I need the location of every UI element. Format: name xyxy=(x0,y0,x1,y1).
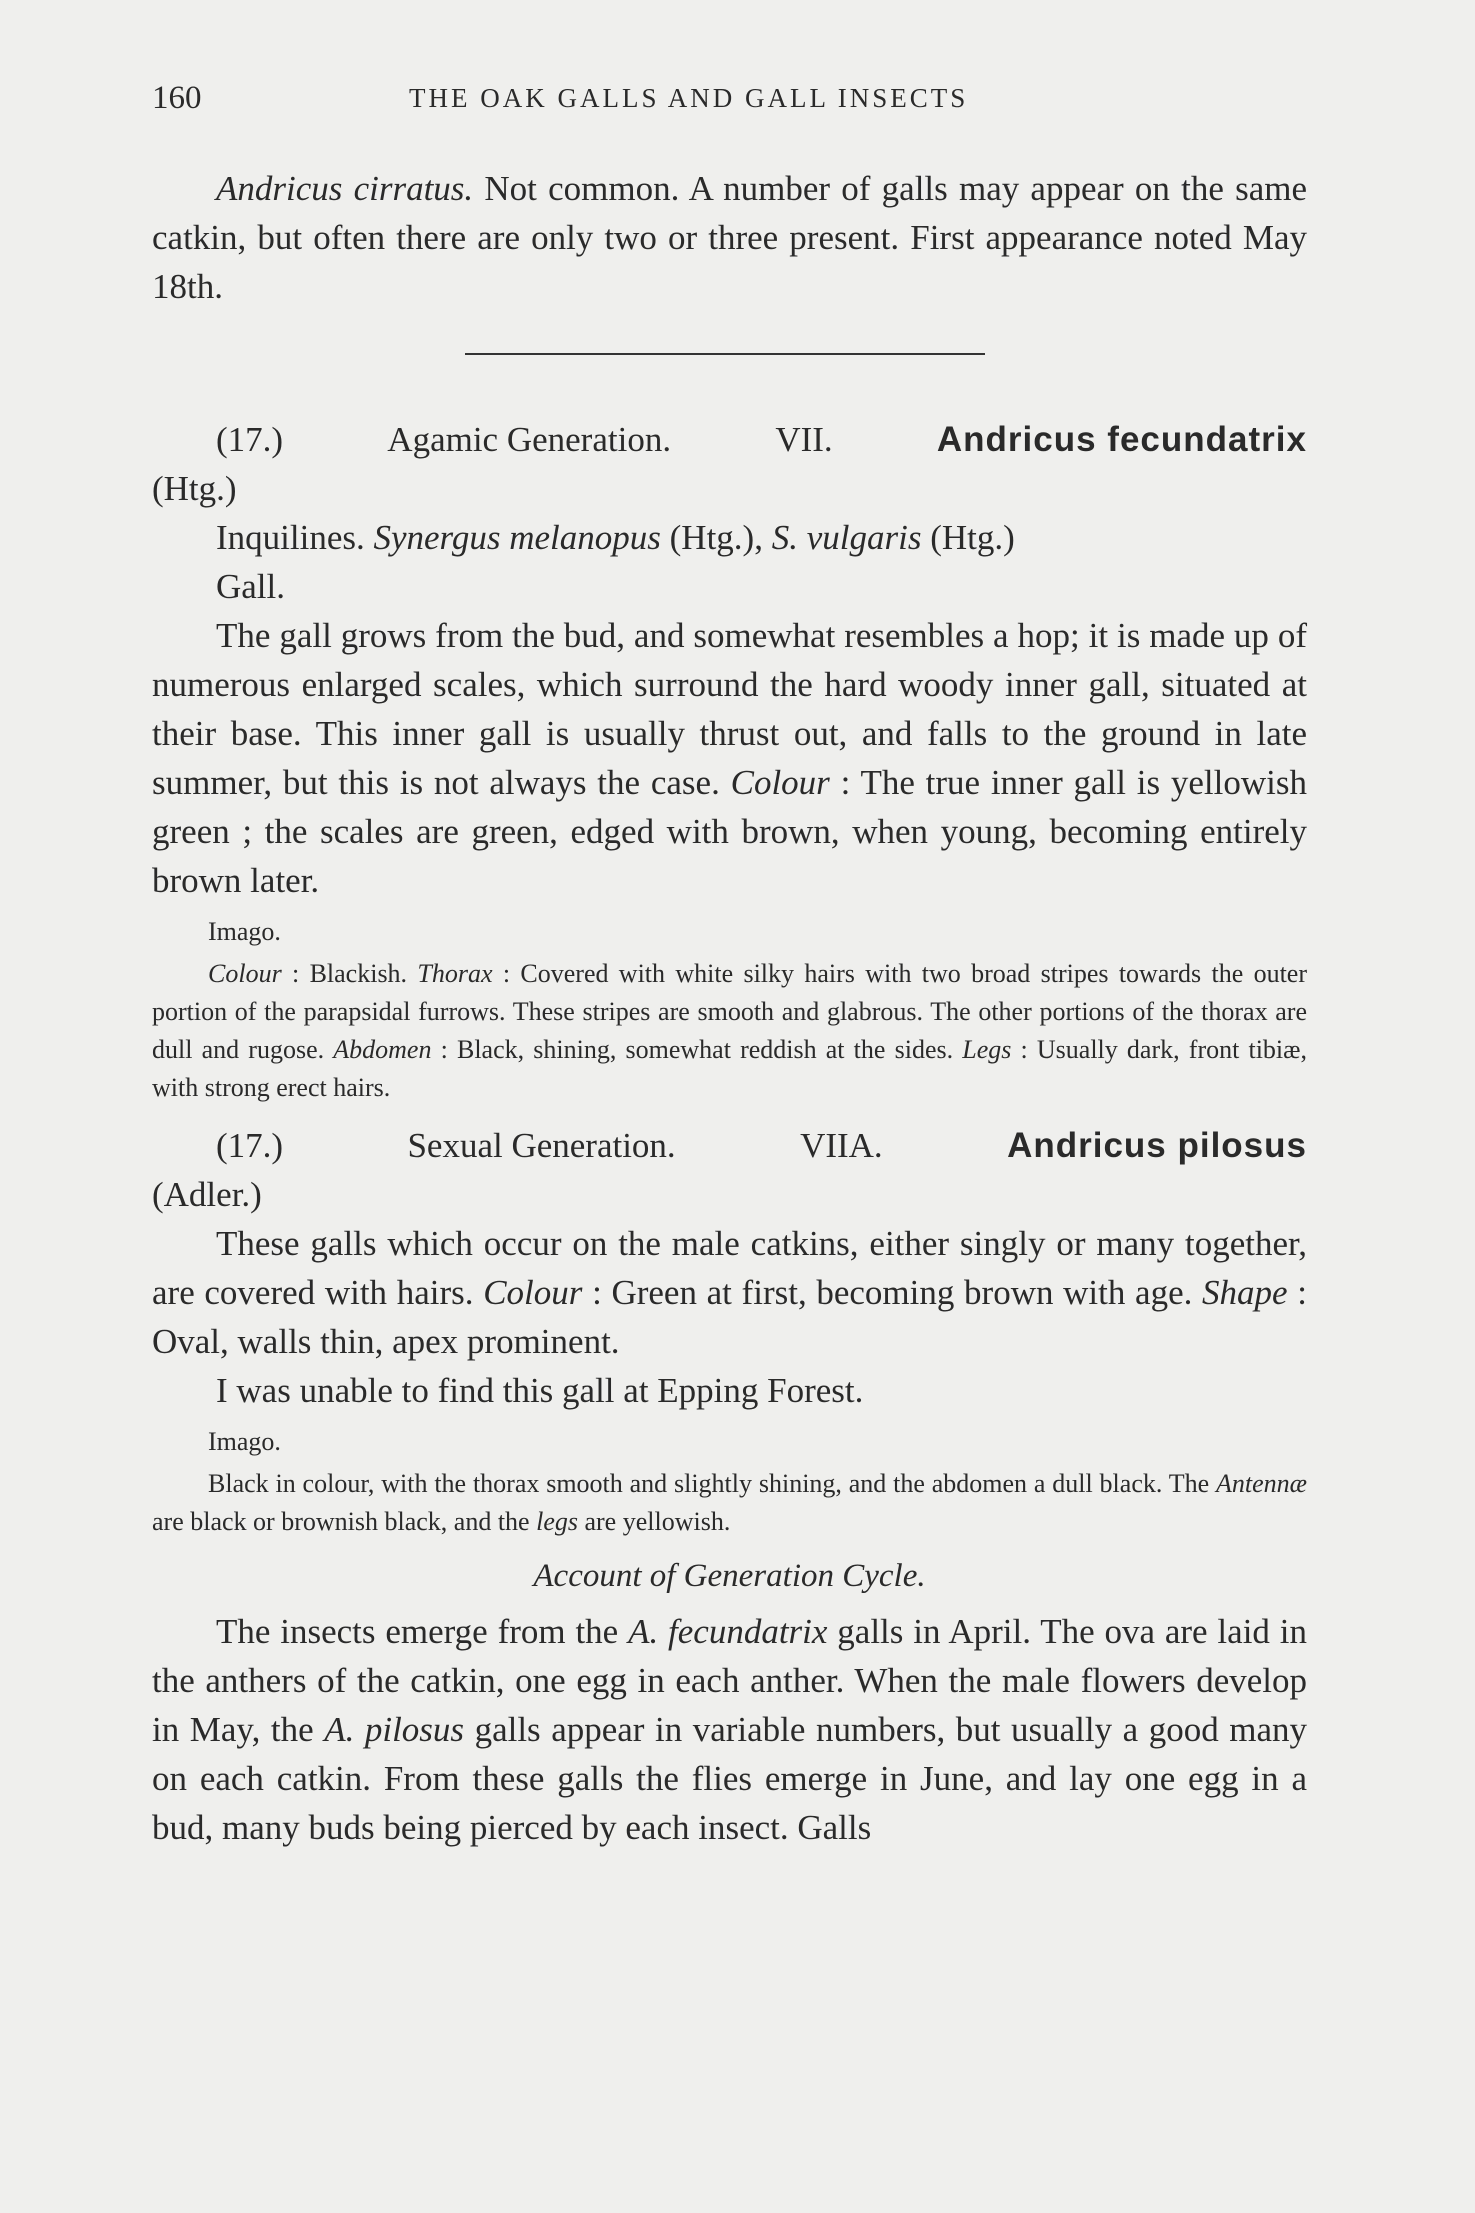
imago-colour-label: Colour xyxy=(208,959,282,988)
pilosus-author: (Adler.) xyxy=(152,1175,262,1214)
inquiline-1-author: (Htg.), xyxy=(660,518,772,557)
pilosus-imago-text-2: are black or brownish black, and the xyxy=(152,1507,537,1536)
fecundatrix-number: (17.) xyxy=(216,420,284,459)
fecundatrix-roman: VII. xyxy=(775,420,833,459)
inquiline-1-name: Synergus melanopus xyxy=(373,518,661,557)
cycle-heading: Account of Generation Cycle. xyxy=(533,1558,926,1594)
cycle-text-2: galls in April. The ova are laid in the anthers of the catkin, one egg in each anther. When the male flowers develop in May, the xyxy=(152,1612,1307,1749)
abdomen-label: Abdomen xyxy=(333,1035,432,1064)
pilosus-colour-label: Colour xyxy=(483,1273,583,1312)
cirratus-paragraph xyxy=(152,164,1307,311)
fecundatrix-gall-paragraph xyxy=(152,611,1307,905)
cycle-text-1: The insects emerge from the xyxy=(216,1612,629,1651)
gall-colour-label: Colour xyxy=(730,763,830,802)
pilosus-text-3: : Oval, walls thin, apex prominent. xyxy=(152,1273,1307,1361)
fecundatrix-author: (Htg.) xyxy=(152,469,237,508)
fecundatrix-heading xyxy=(152,415,1307,464)
inquiline-2-author: (Htg.) xyxy=(921,518,1015,557)
inquilines-line xyxy=(152,513,1307,562)
inquiline-2-name: S. vulgaris xyxy=(771,518,922,557)
pilosus-number: (17.) xyxy=(216,1126,284,1165)
pilosus-generation: Sexual Generation. xyxy=(407,1126,676,1165)
pilosus-text-2: : Green at first, becoming brown with age. xyxy=(582,1273,1203,1312)
pilosus-imago-text-1: Black in colour, with the thorax smooth and slightly shining, and the abdomen a dull black. The xyxy=(208,1469,1216,1498)
pilosus-heading xyxy=(152,1121,1307,1170)
gall-text-1: The gall grows from the bud, and somewhat resembles a hop; it is made up of numerous enlarged scales, which surround the hard woody inner gall, situated at their base. This inner gall is usually thrust out, and falls to the ground in late summer, but this is not always the case. xyxy=(152,616,1307,802)
cirratus-species-name: Andricus cirratus. xyxy=(216,169,474,208)
page-body xyxy=(152,164,1307,1852)
gall-label: Gall. xyxy=(216,567,286,606)
section-divider xyxy=(465,353,985,355)
pilosus-imago-label: Imago. xyxy=(208,1427,281,1456)
cycle-species-2: A. pilosus xyxy=(324,1710,465,1749)
abdomen-text: : Black, shining, somewhat reddish at the sides. xyxy=(431,1035,963,1064)
cycle-paragraph xyxy=(152,1607,1307,1852)
legs-label: Legs xyxy=(962,1035,1012,1064)
fecundatrix-imago-paragraph xyxy=(152,955,1307,1107)
cirratus-text: Not common. A number of galls may appear on the same catkin, but often there are only two or three present. First appearance noted May 18th. xyxy=(152,169,1307,306)
cycle-text-3: galls appear in variable numbers, but usually a good many on each catkin. From these galls the flies emerge in June, and lay one egg in a bud, many buds being pierced by each insect. Galls xyxy=(152,1710,1307,1847)
inquilines-label: Inquilines. xyxy=(216,518,365,557)
running-title: THE OAK GALLS AND GALL INSECTS xyxy=(409,83,969,113)
antennae-label: Antennæ xyxy=(1216,1469,1307,1498)
pilosus-gall-paragraph xyxy=(152,1219,1307,1366)
pilosus-imago-text-3: are yellowish. xyxy=(577,1507,731,1536)
pilosus-legs-label: legs xyxy=(536,1507,578,1536)
thorax-label: Thorax xyxy=(417,959,493,988)
pilosus-text-1: These galls which occur on the male catkins, either singly or many together, are covered with hairs. xyxy=(152,1224,1307,1312)
page-number: 160 xyxy=(152,80,202,116)
fecundatrix-generation: Agamic Generation. xyxy=(387,420,672,459)
pilosus-species: Andricus pilosus xyxy=(1007,1126,1307,1165)
epping-line: I was unable to find this gall at Epping Forest. xyxy=(216,1371,864,1410)
cycle-species-1: A. fecundatrix xyxy=(628,1612,828,1651)
page-header xyxy=(152,80,1322,120)
gall-text-2: : The true inner gall is yellowish green ; the scales are green, edged with brown, when young, becoming entirely brown later. xyxy=(152,763,1307,900)
pilosus-roman: VIIA. xyxy=(800,1126,883,1165)
legs-text: : Usually dark, front tibiæ, with strong erect hairs. xyxy=(152,1035,1307,1102)
thorax-text: : Covered with white silky hairs with two broad stripes towards the outer portion of the parapsidal furrows. These stripes are smooth and glabrous. The other portions of the thorax are dull and rugose. xyxy=(152,959,1307,1064)
pilosus-imago-paragraph xyxy=(152,1465,1307,1541)
fecundatrix-species: Andricus fecundatrix xyxy=(936,420,1307,459)
imago-colour-text: : Blackish. xyxy=(281,959,418,988)
pilosus-shape-label: Shape xyxy=(1202,1273,1288,1312)
fecundatrix-imago-label: Imago. xyxy=(208,917,281,946)
